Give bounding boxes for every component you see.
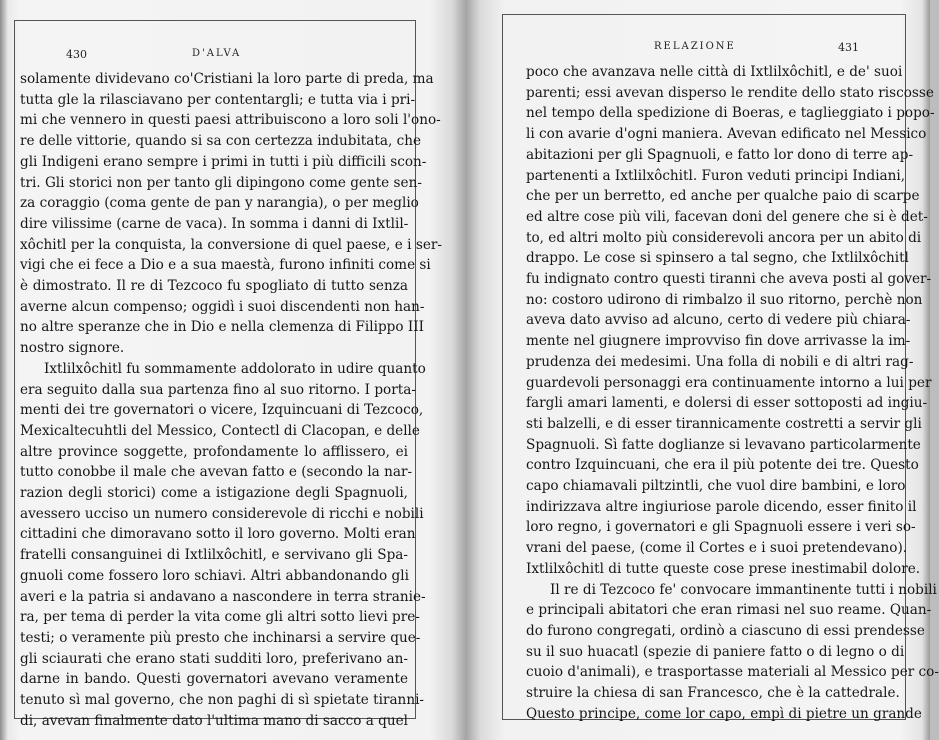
text-line: aveva dato avviso ad alcuno, certo di vedere più chiara- — [526, 312, 911, 329]
text-line: gli sciaurati che erano stati sudditi loro, preferivano an- — [20, 650, 408, 667]
text-line: fargli amari lamenti, e dolersi di esser sottoposti ad ingiu- — [526, 395, 928, 412]
text-line: mi che vennero in questi paesi attribuiscono a loro soli l'ono- — [20, 112, 441, 129]
text-line: gnuoli come fossero loro schiavi. Altri abbandonando gli — [20, 567, 409, 584]
text-line: averne alcun compenso; oggidì i suoi discendenti non han- — [20, 298, 425, 315]
page-number: 431 — [838, 41, 859, 54]
text-line: menti dei tre governatori o vicere, Izquincuani di Tezcoco, — [20, 402, 424, 419]
text-line: parenti; essi avevan disperso le rendite dello stato riscosse — [526, 84, 934, 101]
text-line: indirizzava altre ingiuriose parole dicendo, esser finito il — [526, 498, 917, 515]
text-line: ed altre cose più vili, facevan doni del genere che si è det- — [526, 208, 928, 225]
text-line: li con avarie d'ogni maniera. Avevan edificato nel Messico — [526, 126, 927, 143]
text-line: testi; o veramente più presto che inchinarsi a servire que- — [20, 629, 421, 646]
text-line: dire vilissime (carne de vaca). In somma i danni di Ixtlil- — [20, 215, 409, 232]
text-line: tri. Gli storici non per tanto gli dipingono come gente sen- — [20, 174, 422, 191]
text-line: che per un berretto, ed anche per qualche paio di scarpe — [526, 188, 920, 205]
text-line: drappo. Le cose si spinsero a tal segno, che Ixtlilxôchitl — [526, 250, 909, 267]
text-line: no altre speranze che in Dio e nella clemenza di Filippo III — [20, 319, 424, 336]
text-line: tutta gle la rilasciavano per contentargli; e tutta via i pri- — [20, 91, 416, 108]
text-line: Ixtlilxôchitl di tutte queste cose prese inestimabil dolore. — [526, 560, 921, 577]
right-page — [466, 0, 939, 740]
text-line: di, avevan finalmente dato l'ultima mano di sacco a quel — [20, 712, 408, 729]
text-line: ra, per tema di perder la vita come gli altri sotto lievi pre- — [20, 609, 420, 626]
running-head: D'ALVA — [192, 48, 242, 59]
text-line: solamente dividevano co'Cristiani la loro parte di preda, ma — [20, 71, 434, 87]
text-line: su il suo huacatl (spezie di paniere fatto o di legno o di — [526, 643, 905, 660]
text-line: Mexicaltecuhtli del Messico, Contectl di Clacopan, e delle — [20, 422, 420, 439]
text-line: Il re di Tezcoco fe' convocare immantinente tutti i nobili — [550, 581, 937, 598]
text-line: prudenza dei medesimi. Una folla di nobili e di altri rag- — [526, 353, 914, 370]
text-line: è dimostrato. Il re di Tezcoco fu spogliato di tutto senza — [20, 278, 408, 295]
text-line: xôchitl per la conquista, la conversione di quel paese, e i ser- — [20, 236, 442, 253]
text-line: Ixtlilxôchitl fu sommamente addolorato in udire quanto — [44, 360, 426, 377]
text-line: Questo principe, come lor capo, empì di pietre un grande — [526, 705, 922, 722]
text-line: tenuto sì mal governo, che non paghi di sì spietate tiranni- — [20, 692, 425, 709]
text-line: nel tempo della spedizione di Boeras, e taglieggiato i popo- — [526, 105, 935, 122]
text-line: altre province soggette, profondamente lo afflissero, ei — [20, 443, 408, 460]
text-line: contro Izquincuani, che era il più potente dei tre. Questo — [526, 457, 919, 474]
text-line: vigi che ei fece a Dio e a sua maestà, furono infiniti come si — [20, 257, 431, 274]
text-line: razion degli storici) come a istigazione degli Spagnuoli, — [20, 485, 408, 502]
text-line: capo chiamavali piltzintli, che vuol dire bambini, e loro — [526, 478, 906, 495]
text-line: tutto conobbe il male che avevan fatto e (secondo la nar- — [20, 464, 413, 481]
text-line: darne in bando. Questi governatori avevano veramente — [20, 671, 408, 688]
text-line: e principali abitatori che eran rimasi nel suo reame. Quan- — [526, 602, 932, 619]
text-line: guardevoli personaggi era continuamente intorno a lui per — [526, 374, 932, 391]
page-number: 430 — [66, 48, 87, 61]
text-line: mente nel giugnere improvviso fin dove arrivasse la im- — [526, 333, 911, 350]
text-line: partenenti a Ixtlilxôchitl. Furon veduti principi Indiani, — [526, 167, 906, 184]
text-line: loro regno, i governatori e gli Spagnuoli essere i veri so- — [526, 519, 916, 536]
text-line: do furono congregati, ordinò a ciascuno di essi prendesse — [526, 622, 925, 639]
text-line: cuoio d'animali), e trasportasse materiali al Messico per co- — [526, 664, 939, 681]
text-line: gli Indigeni erano sempre i primi in tutti i più difficili scon- — [20, 153, 427, 170]
left-page — [0, 0, 462, 740]
page-body-text — [20, 69, 442, 732]
text-line: to, ed altri molto più considerevoli ancora per un abito di — [526, 229, 922, 246]
text-line: nostro signore. — [20, 340, 125, 357]
text-line: fu indignato contro questi tiranni che aveva posti al gover- — [526, 271, 932, 288]
text-line: Spagnuoli. Sì fatte doglianze si levavano particolarmente — [526, 436, 921, 453]
text-line: fratelli consanguinei di Ixtlilxôchitl, e servivano gli Spa- — [20, 547, 408, 564]
running-head: RELAZIONE — [654, 41, 736, 52]
page-body-text — [526, 62, 939, 725]
text-line: poco che avanzava nelle città di Ixtlilxôchitl, e de' suoi — [526, 64, 903, 80]
text-line: sti balzelli, e di esser tirannicamente costretti a servir gli — [526, 415, 922, 432]
text-line: re delle vittorie, quando si sa con certezza indubitata, che — [20, 133, 421, 150]
text-line: avessero ucciso un numero considerevole di ricchi e nobili — [20, 505, 424, 522]
text-line: struire la chiesa di san Francesco, che è la cattedrale. — [526, 685, 900, 702]
text-line: za coraggio (coma gente de pan y narangia), o per meglio — [20, 195, 419, 212]
text-line: era seguito dalla sua partenza fino al suo ritorno. I porta- — [20, 381, 416, 398]
text-line: abitazioni per gli Spagnuoli, e fatto lor dono di terre ap- — [526, 146, 914, 163]
text-line: no: costoro udirono di rimbalzo il suo ritorno, perchè non — [526, 291, 923, 308]
text-line: vrani del paese, (come il Cortes e i suoi pretendevano). — [526, 540, 908, 557]
text-line: cittadini che dimoravano sotto il loro governo. Molti eran — [20, 526, 416, 543]
text-line: averi e la patria si andavano a nascondere in terra straniе- — [20, 588, 426, 605]
